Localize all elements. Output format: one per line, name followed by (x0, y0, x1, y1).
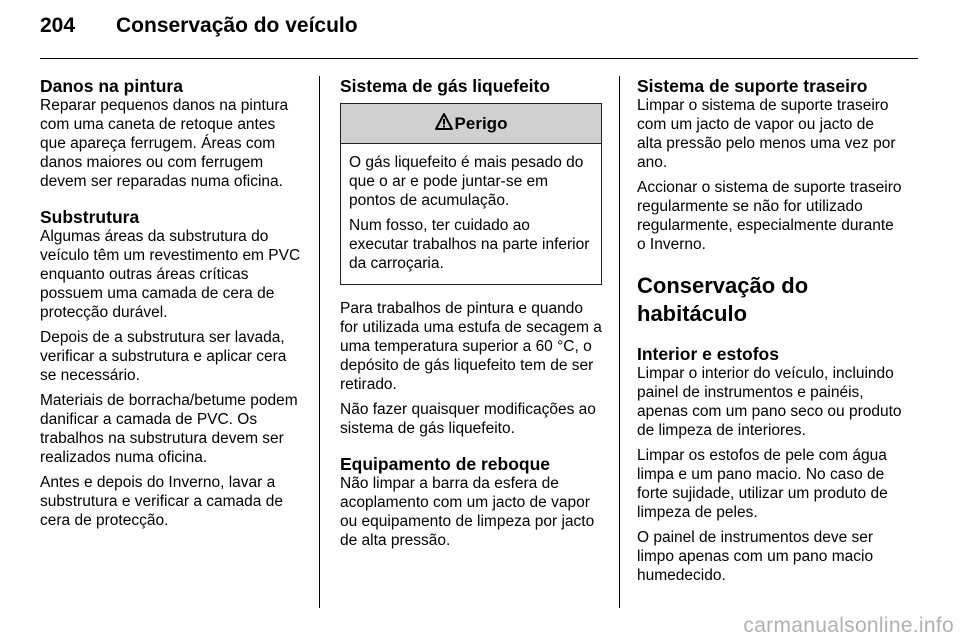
paragraph: Depois de a substrutura ser lavada, verificar a substrutura e aplicar cera se necessário. (40, 329, 287, 384)
paragraph: Antes e depois do Inverno, lavar a substrutura e verificar a camada de cera de protecção. (40, 474, 283, 529)
page-title: Conservação do veículo (116, 14, 358, 37)
warning-box (340, 103, 602, 285)
paragraph: O painel de instrumentos deve ser limpo apenas com um pano macio humedecido. (637, 529, 874, 584)
warning-header (341, 104, 601, 144)
paragraph: Accionar o sistema de suporte traseiro regularmente se não for utilizado regularmente, especialmente durante o Inverno. (637, 179, 902, 253)
column-divider (619, 76, 620, 608)
section-title-danos-na-pintura: Danos na pintura (40, 76, 183, 96)
paragraph: Limpar o interior do veículo, incluindo painel de instrumentos e painéis, apenas com um pano seco ou produto de limpeza de interiores. (637, 365, 902, 439)
page-number: 204 (40, 14, 76, 37)
warning-body (341, 144, 601, 284)
watermark: carmanualsonline.info (743, 614, 954, 637)
paragraph: Não limpar a barra da esfera de acoplamento com um jacto de vapor ou equipamento de limpeza por jacto de alta pressão. (340, 475, 595, 549)
paragraph: Para trabalhos de pintura e quando for utilizada uma estufa de secagem a uma temperatura superior a 60 °C, o depósito de gás liquefeito tem de ser retirado. (340, 300, 602, 393)
column-3 (637, 76, 903, 591)
column-divider (319, 76, 320, 608)
warning-paragraph: Num fosso, ter cuidado ao executar trabalhos na parte inferior da carroçaria. (349, 217, 590, 272)
paragraph: Não fazer quaisquer modificações ao sistema de gás liquefeito. (340, 401, 596, 437)
paragraph: Limpar os estofos de pele com água limpa e um pano macio. No caso de forte sujidade, utilizar um produto de limpeza de peles. (637, 447, 888, 521)
section-title-interior-estofos: Interior e estofos (637, 344, 779, 364)
warning-label: Perigo (454, 113, 508, 133)
section-title-sistema-gas: Sistema de gás liquefeito (340, 76, 551, 96)
paragraph: Reparar pequenos danos na pintura com uma caneta de retoque antes que apareça ferrugem. Áreas com danos maiores ou com ferrugem devem ser reparadas numa oficina. (40, 97, 289, 190)
section-title-equipamento-reboque: Equipamento de reboque (340, 454, 551, 474)
page-header (40, 14, 358, 38)
paragraph: Algumas áreas da substrutura do veículo têm um revestimento em PVC enquanto outras áreas críticas possuem uma camada de cera de protecção durável. (40, 228, 301, 321)
header-rule (40, 58, 918, 59)
paragraph: Limpar o sistema de suporte traseiro com um jacto de vapor ou jacto de alta pressão pelo menos uma vez por ano. (637, 97, 896, 171)
warning-paragraph: O gás liquefeito é mais pesado do que o ar e pode juntar-se em pontos de acumulação. (349, 154, 584, 209)
column-1 (40, 76, 302, 536)
warning-triangle-icon (435, 113, 453, 135)
paragraph: Materiais de borracha/betume podem danificar a camada de PVC. Os trabalhos na substrutura devem ser realizados numa oficina. (40, 392, 298, 466)
section-title-substrutura: Substrutura (40, 207, 140, 227)
section-title-suporte-traseiro: Sistema de suporte traseiro (637, 76, 868, 96)
column-2 (340, 76, 602, 556)
chapter-title: Conservação do habitáculo (637, 273, 809, 326)
